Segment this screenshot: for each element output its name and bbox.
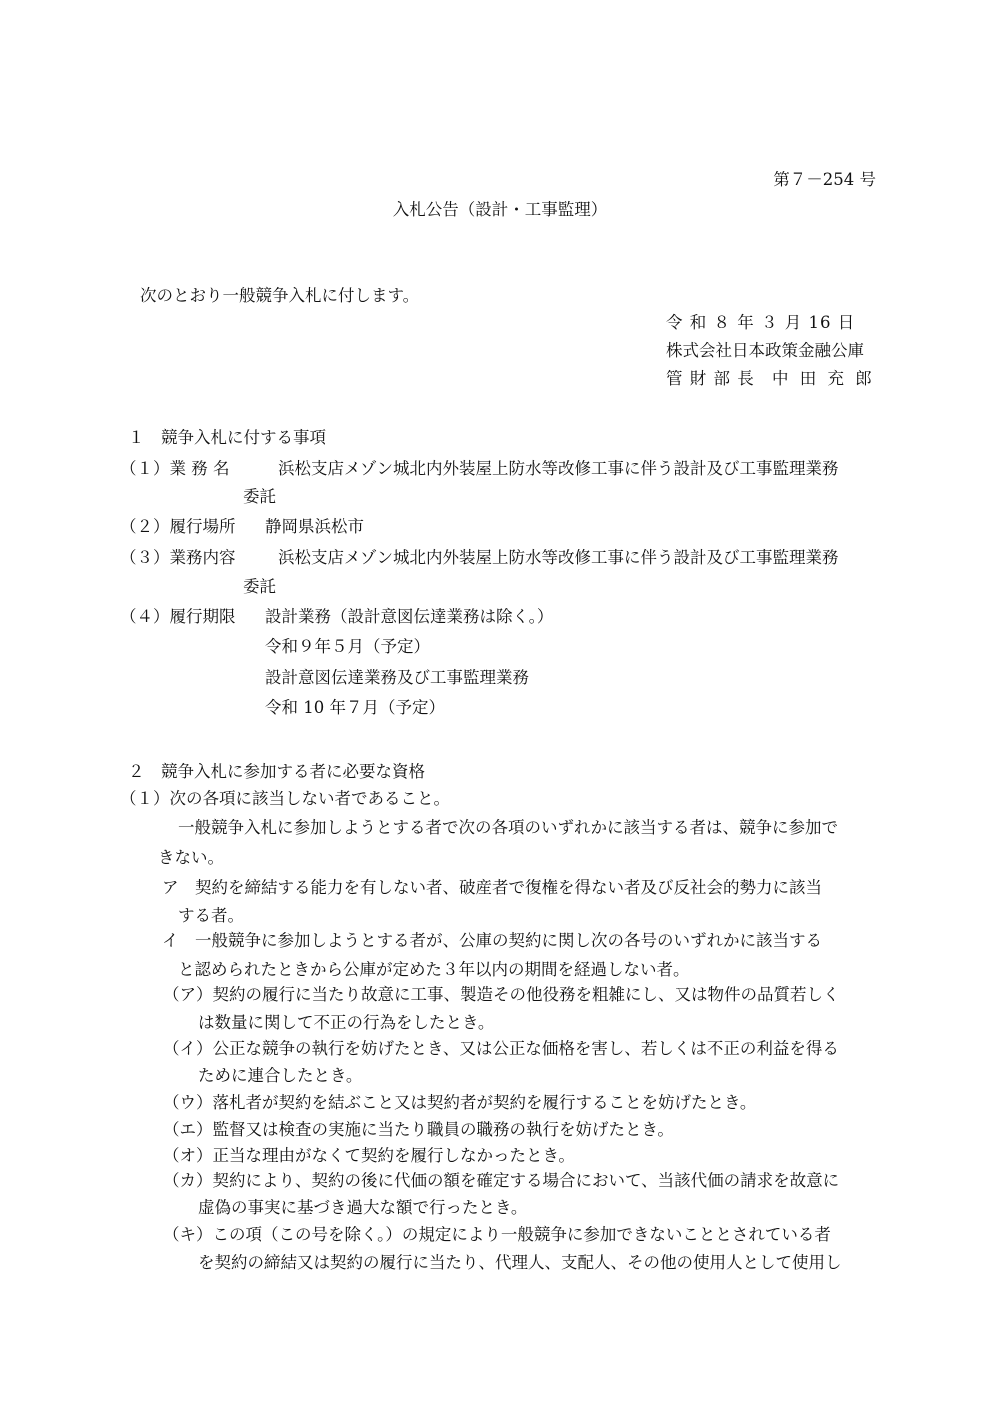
- section-1-heading: １ 競争入札に付する事項: [128, 428, 326, 447]
- sub-item-line: （カ）契約により、契約の後に代価の額を確定する場合において、当該代価の請求を故意に: [163, 1171, 840, 1190]
- sub-item-line: （ウ）落札者が契約を結ぶこと又は契約者が契約を履行することを妨げたとき。: [163, 1093, 757, 1112]
- item-4-label: （４）履行期限: [120, 607, 236, 626]
- item-4-line: 令和９年５月（予定）: [265, 637, 430, 656]
- issue-date: 令 和 ８ 年 ３ 月 16 日: [666, 313, 856, 332]
- sub-item-line: を契約の締結又は契約の履行に当たり、代理人、支配人、その他の使用人として使用し: [198, 1253, 842, 1272]
- sub-item-line: （オ）正当な理由がなくて契約を履行しなかったとき。: [163, 1146, 575, 1165]
- item-1-text-cont: 委託: [243, 487, 276, 506]
- sub-item-line: （エ）監督又は検査の実施に当たり職員の職務の執行を妨げたとき。: [163, 1120, 674, 1139]
- signer-name: 中 田 充 郎: [772, 369, 872, 388]
- document-number: 第７－254 号: [773, 170, 876, 189]
- sub-item-line: は数量に関して不正の行為をしたとき。: [198, 1013, 495, 1032]
- item-1-label: （１）業 務 名: [120, 459, 230, 478]
- document-title: 入札公告（設計・工事監理）: [392, 200, 608, 219]
- signer-title: 管 財 部 長: [666, 369, 755, 388]
- item-4-line: 令和 10 年７月（予定）: [265, 698, 445, 717]
- item-4-line: 設計業務（設計意図伝達業務は除く。）: [265, 607, 554, 626]
- sub-item-line: （ア）契約の履行に当たり故意に工事、製造その他役務を粗雑にし、又は物件の品質若しく: [163, 985, 840, 1004]
- item-3-text: 浜松支店メゾン城北内外装屋上防水等改修工事に伴う設計及び工事監理業務: [278, 548, 839, 567]
- item-2-label: （２）履行場所: [120, 517, 236, 536]
- section-2-heading: ２ 競争入札に参加する者に必要な資格: [128, 762, 425, 781]
- clause-a-line: する者。: [178, 906, 244, 925]
- sub-item-line: （キ）この項（この号を除く。）の規定により一般競争に参加できないこととされている者: [163, 1225, 831, 1244]
- item-3-text-cont: 委託: [243, 577, 276, 596]
- clause-i-line: イ 一般競争に参加しようとする者が、公庫の契約に関し次の各号のいずれかに該当する: [162, 931, 822, 950]
- section-2-sub-1: （１）次の各項に該当しない者であること。: [120, 789, 450, 808]
- intro-text: 次のとおり一般競争入札に付します。: [140, 286, 420, 305]
- organization-name: 株式会社日本政策金融公庫: [666, 341, 864, 360]
- paragraph-line: 一般競争入札に参加しようとする者で次の各項のいずれかに該当する者は、競争に参加で: [178, 818, 838, 837]
- item-4-line: 設計意図伝達業務及び工事監理業務: [265, 668, 529, 687]
- paragraph-line: きない。: [158, 848, 224, 867]
- clause-i-line: と認められたときから公庫が定めた３年以内の期間を経過しない者。: [178, 960, 690, 979]
- item-1-text: 浜松支店メゾン城北内外装屋上防水等改修工事に伴う設計及び工事監理業務: [278, 459, 839, 478]
- sub-item-line: （イ）公正な競争の執行を妨げたとき、又は公正な価格を害し、若しくは不正の利益を得る: [163, 1039, 839, 1058]
- item-3-label: （３）業務内容: [120, 548, 236, 567]
- sub-item-line: 虚偽の事実に基づき過大な額で行ったとき。: [198, 1198, 528, 1217]
- item-2-text: 静岡県浜松市: [265, 517, 364, 536]
- sub-item-line: ために連合したとき。: [198, 1066, 363, 1085]
- clause-a-line: ア 契約を締結する能力を有しない者、破産者で復権を得ない者及び反社会的勢力に該当: [162, 878, 822, 897]
